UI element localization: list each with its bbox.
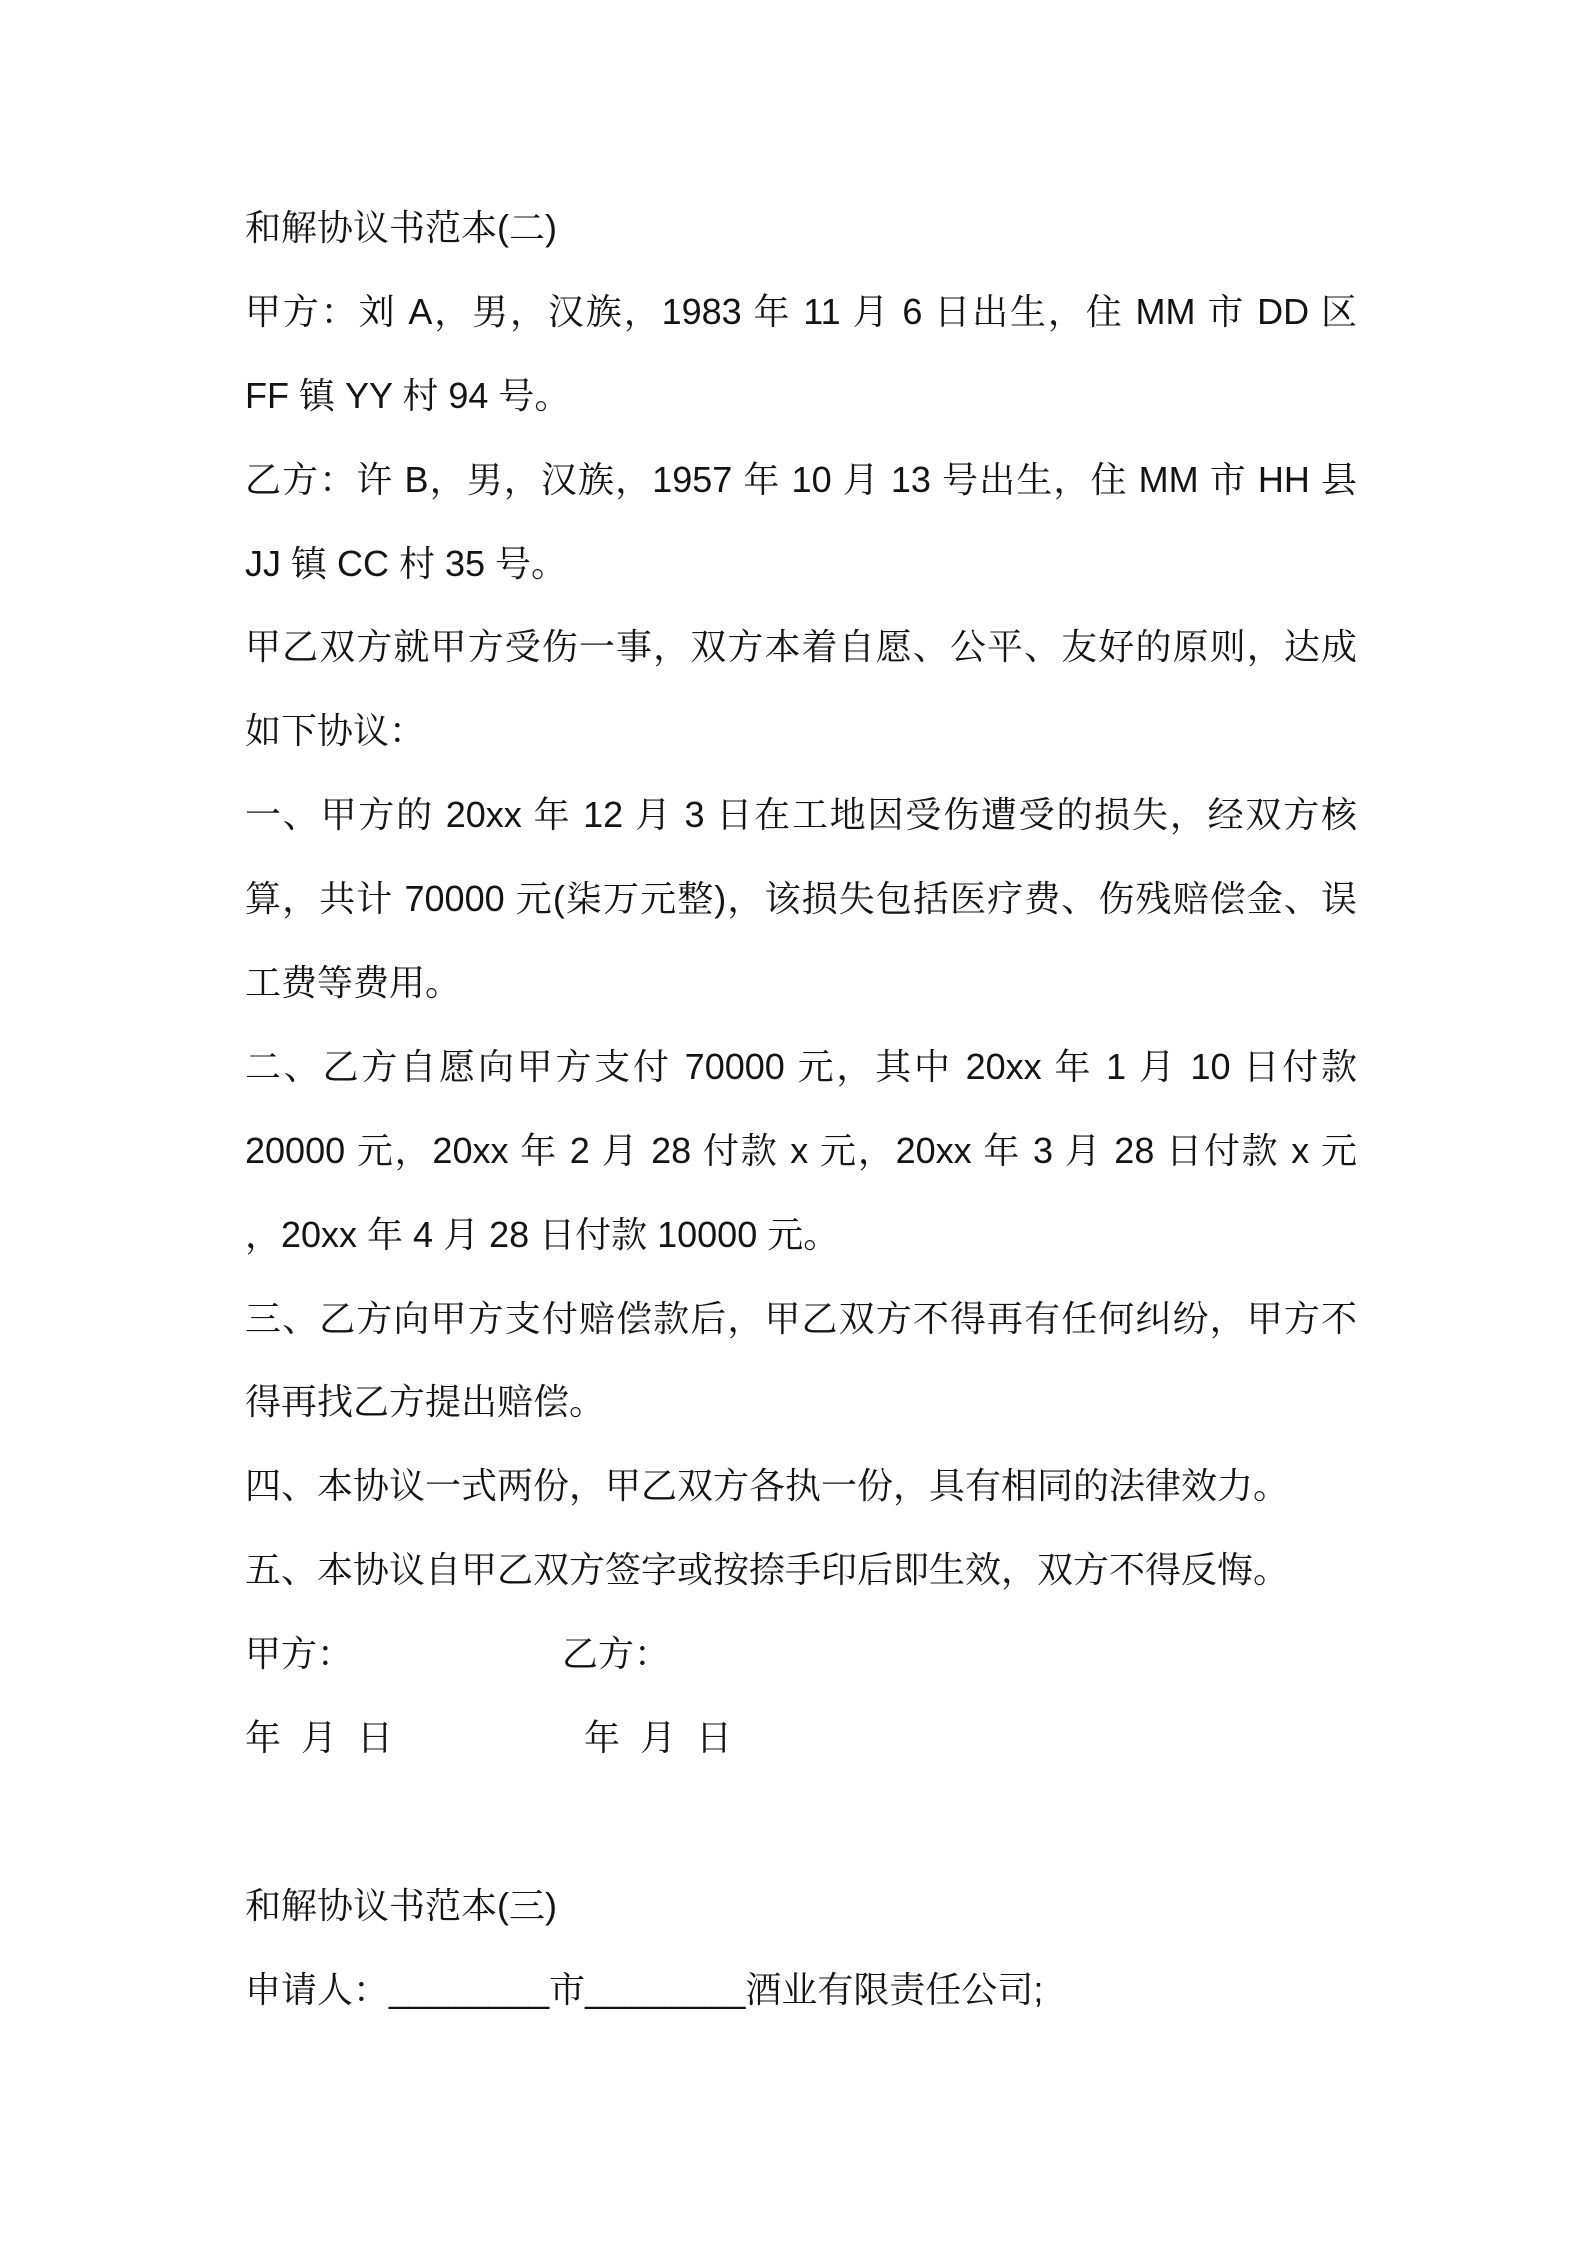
- preamble-paragraph: [245, 605, 1357, 773]
- party-a-paragraph: [245, 270, 1357, 438]
- doc-line: 20000 元，20xx 年 2 月 28 付款 x 元，20xx 年 3 月 28 日付款 x 元: [245, 1129, 1357, 1171]
- doc-line: 如下协议：: [245, 710, 426, 752]
- doc-line: ，20xx 年 4 月 28 日付款 10000 元。: [245, 1213, 840, 1255]
- party-b-paragraph: [245, 438, 1357, 606]
- clause-4-paragraph: [245, 1444, 1357, 1528]
- section-title-2: 和解协议书范本(二): [245, 207, 557, 248]
- clause-3-paragraph: [245, 1277, 1357, 1445]
- clause-2-paragraph: [245, 1025, 1357, 1277]
- party-a-signature-label: 甲方：: [245, 1633, 354, 1675]
- doc-line: 二、乙方自愿向甲方支付 70000 元，其中 20xx 年 1 月 10 日付款: [245, 1045, 1357, 1087]
- doc-line: 得再找乙方提出赔偿。: [245, 1381, 606, 1423]
- doc-line: 四、本协议一式两份，甲乙双方各执一份，具有相同的法律效力。: [245, 1465, 1290, 1507]
- date-row: [245, 1696, 1357, 1780]
- section-title-3: 和解协议书范本(三): [245, 1884, 557, 1926]
- party-b-date: 年 月 日: [584, 1717, 733, 1759]
- clause-1-paragraph: [245, 773, 1357, 1025]
- doc-line: 三、乙方向甲方支付赔偿款后，甲乙双方不得再有任何纠纷，甲方不: [245, 1297, 1357, 1339]
- clause-5-paragraph: [245, 1528, 1357, 1612]
- applicant-line: 申请人：________市________酒业有限责任公司;: [245, 1968, 1044, 2010]
- doc-line: 一、甲方的 20xx 年 12 月 3 日在工地因受伤遭受的损失，经双方核: [245, 794, 1357, 836]
- party-a-date: 年 月 日: [245, 1717, 394, 1759]
- document-body: [245, 186, 1357, 2032]
- doc-line: 甲方：刘 A，男，汉族，1983 年 11 月 6 日出生，住 MM 市 DD 区: [245, 290, 1357, 332]
- doc-line: 乙方：许 B，男，汉族，1957 年 10 月 13 号出生，住 MM 市 HH 县: [245, 458, 1357, 500]
- doc-line: 五、本协议自甲乙双方签字或按捺手印后即生效，双方不得反悔。: [245, 1549, 1290, 1591]
- doc-line: 甲乙双方就甲方受伤一事，双方本着自愿、公平、友好的原则，达成: [245, 626, 1357, 668]
- doc-line: 算，共计 70000 元(柒万元整)，该损失包括医疗费、伤残赔偿金、误: [245, 878, 1357, 920]
- doc-line: FF 镇 YY 村 94 号。: [245, 374, 571, 416]
- doc-line: 工费等费用。: [245, 962, 462, 1004]
- party-b-signature-label: 乙方：: [562, 1633, 671, 1675]
- signature-row: [245, 1612, 1357, 1696]
- spacer: [245, 1780, 1357, 1864]
- doc-line: JJ 镇 CC 村 35 号。: [245, 542, 568, 584]
